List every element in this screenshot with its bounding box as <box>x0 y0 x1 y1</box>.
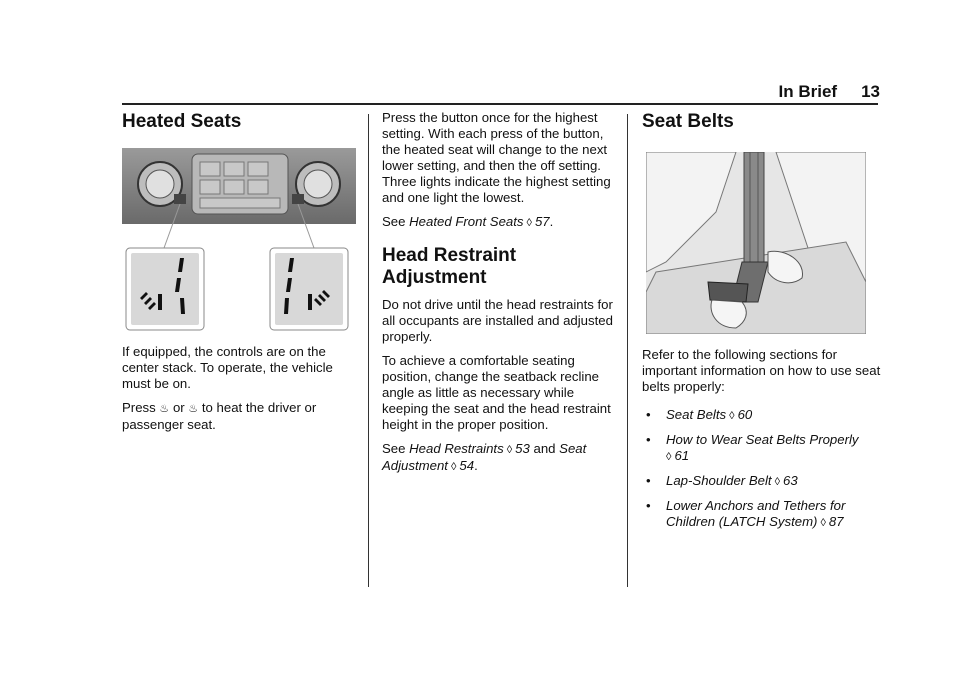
section-title: In Brief <box>778 82 838 101</box>
column-1-body <box>122 344 358 433</box>
heated-seat-controls-figure <box>122 148 356 334</box>
list-item[interactable]: • Lap-Shoulder Belt ◊ 63 <box>646 473 798 488</box>
seat-belts-intro: Refer to the following sections for important information on how to use seat belts properly: <box>642 347 881 394</box>
heated-seats-settings-text: Press the button once for the highest setting. With each press of the button, the heated seat will change to the next lower setting, and then the off setting. Three lights indicate the highest setting and one light the lowest. <box>382 110 611 205</box>
seat-adjustment-link[interactable]: Seat Adjustment <box>382 441 587 473</box>
heated-seats-heading: Heated Seats <box>122 111 242 132</box>
center-stack-illustration <box>122 148 356 334</box>
driver-heat-icon: ♨ <box>159 403 170 415</box>
page-number: 13 <box>861 82 880 101</box>
column-2-body <box>382 110 617 475</box>
head-restraint-warning: Do not drive until the head restraints for all occupants are installed and adjusted properly. <box>382 297 613 344</box>
column-divider-1 <box>368 114 369 587</box>
head-restraint-instruction: To achieve a comfortable seating position, change the seatback recline angle as little as necessary while keeping the seat and the head restraint height in the proper position. <box>382 353 611 432</box>
header-rule <box>122 103 878 105</box>
list-item[interactable]: • Lower Anchors and Tethers for Children (LATCH System) ◊ 87 <box>646 498 846 529</box>
list-item[interactable]: • How to Wear Seat Belts Properly ◊ 61 <box>646 432 859 463</box>
column-3-body <box>642 347 882 539</box>
heated-seats-intro: If equipped, the controls are on the center stack. To operate, the vehicle must be on. <box>122 344 333 391</box>
seat-belts-reference-list <box>642 407 882 531</box>
head-restraint-heading: Head Restraint Adjustment <box>382 245 517 288</box>
heated-front-seats-link[interactable]: Heated Front Seats <box>409 214 524 229</box>
seat-belts-heading: Seat Belts <box>642 111 734 132</box>
seat-belt-figure <box>646 152 866 334</box>
head-restraints-link[interactable]: Head Restraints <box>409 441 504 456</box>
seat-belt-buckling-illustration <box>646 152 866 334</box>
heated-seats-instruction: Press ♨ or ♨ to heat the driver or passenger seat. <box>122 400 317 432</box>
column-divider-2 <box>627 114 628 587</box>
page-header <box>760 82 880 102</box>
heated-seats-reference: See Heated Front Seats ◊ 57. <box>382 214 554 229</box>
list-item[interactable]: • Seat Belts ◊ 60 <box>646 407 753 422</box>
passenger-heat-icon: ♨ <box>188 403 199 415</box>
head-restraint-reference: See Head Restraints ◊ 53 and Seat Adjustment ◊ 54. <box>382 441 587 473</box>
